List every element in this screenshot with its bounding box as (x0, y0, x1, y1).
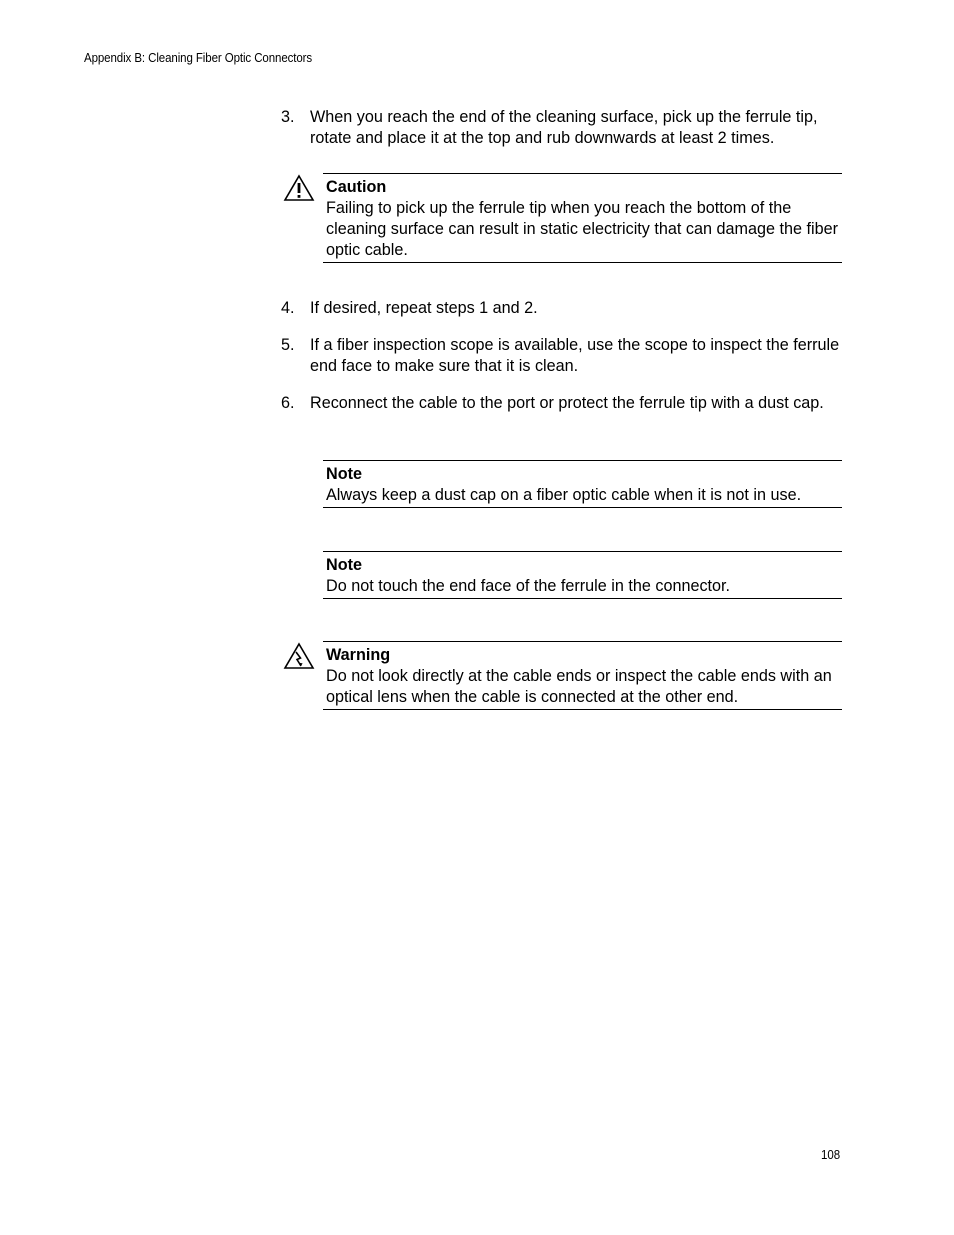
callout-body: Do not look directly at the cable ends or inspect the cable ends with an optical lens when the cable is connected at the other end. (326, 667, 832, 706)
step-3 (281, 107, 843, 149)
running-header: Appendix B: Cleaning Fiber Optic Connectors (84, 51, 313, 65)
note-callout (323, 551, 842, 599)
page-number: 108 (821, 1148, 841, 1162)
step-number: 3. (281, 108, 295, 126)
step-4 (281, 298, 843, 319)
step-6 (281, 393, 843, 414)
step-number: 6. (281, 394, 295, 412)
callout-body: Failing to pick up the ferrule tip when you reach the bottom of the cleaning surface can result in static electricity that can damage the fiber optic cable. (326, 199, 838, 259)
warning-lightning-icon (283, 642, 315, 670)
step-text: If a fiber inspection scope is available, use the scope to inspect the ferrule end face to make sure that it is clean. (310, 336, 840, 375)
callout-title: Caution (326, 178, 387, 196)
note-callout (323, 460, 842, 508)
warning-callout (323, 641, 842, 710)
step-number: 5. (281, 336, 295, 354)
callout-title: Note (326, 465, 362, 483)
step-5 (281, 335, 843, 377)
callout-title: Note (326, 556, 362, 574)
callout-body: Do not touch the end face of the ferrule in the connector. (326, 577, 731, 595)
step-text: If desired, repeat steps 1 and 2. (310, 299, 538, 317)
caution-callout (323, 173, 842, 263)
callout-title: Warning (326, 646, 391, 664)
caution-triangle-icon (283, 174, 315, 202)
step-text: Reconnect the cable to the port or protect the ferrule tip with a dust cap. (310, 394, 824, 412)
callout-body: Always keep a dust cap on a fiber optic cable when it is not in use. (326, 486, 802, 504)
step-text: When you reach the end of the cleaning surface, pick up the ferrule tip, rotate and place it at the top and rub downwards at least 2 times. (310, 108, 818, 147)
step-number: 4. (281, 299, 295, 317)
